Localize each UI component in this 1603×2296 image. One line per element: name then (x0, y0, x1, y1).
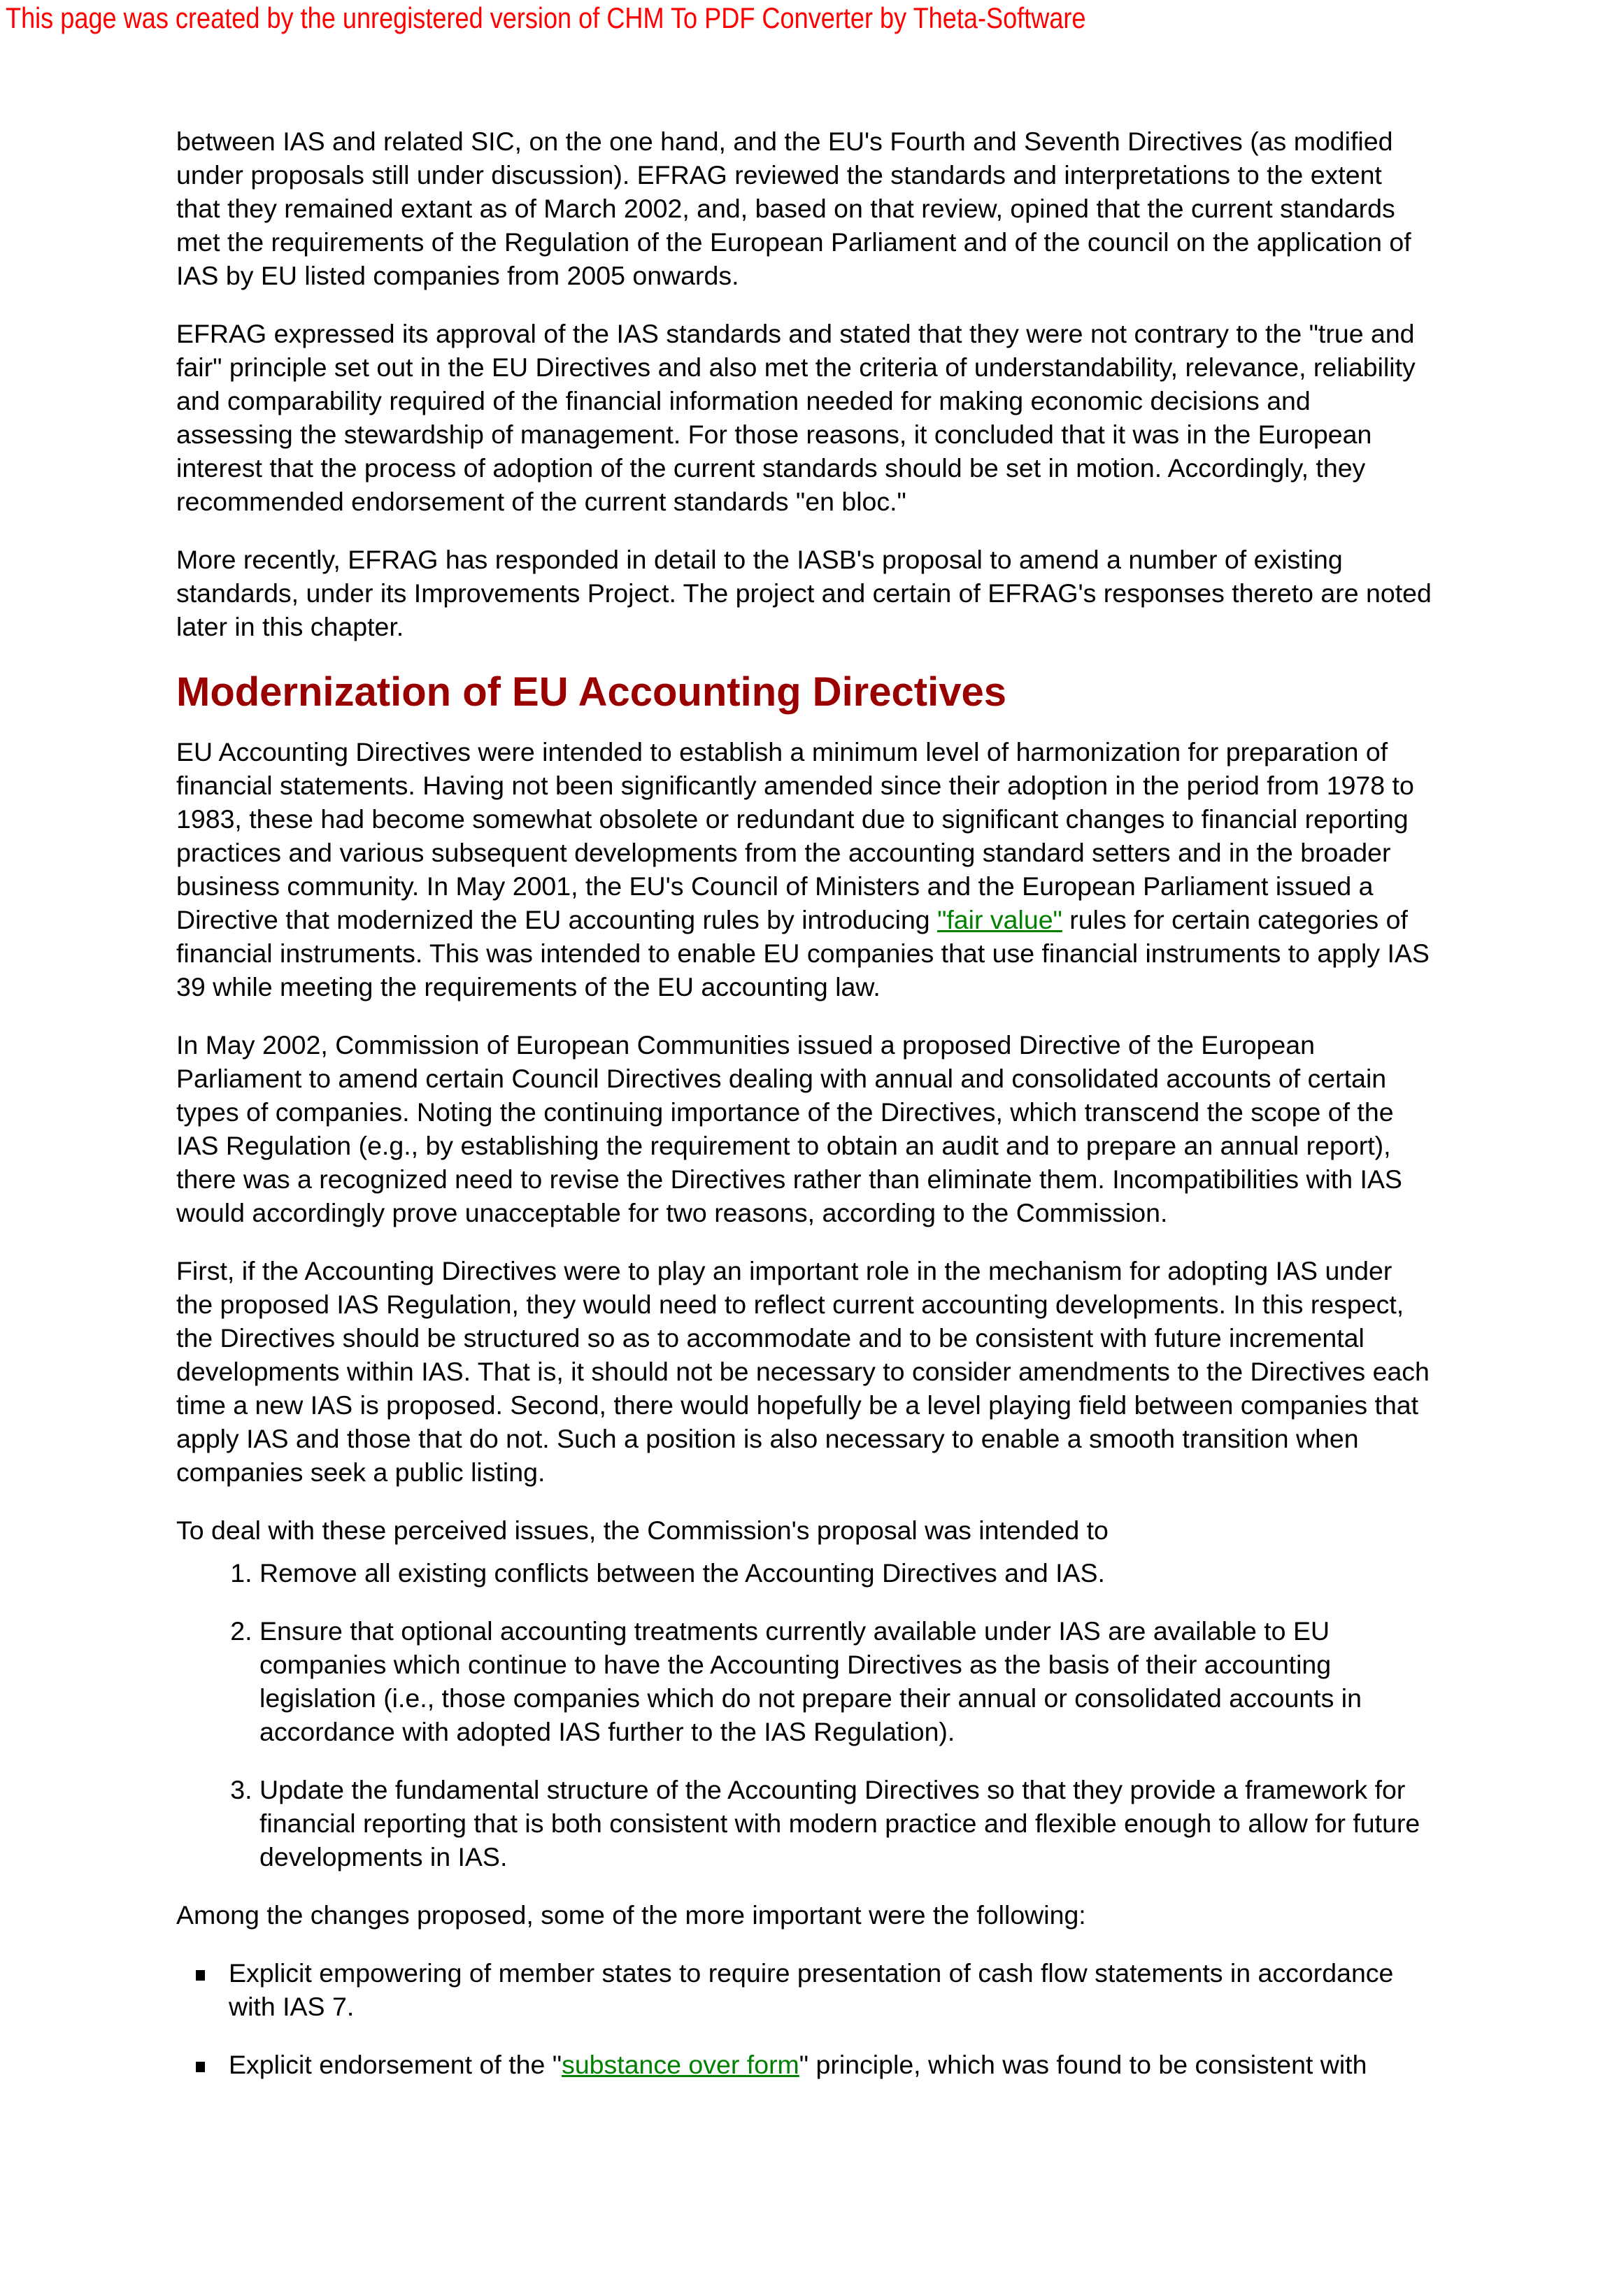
list-item: 1. Remove all existing conflicts between the Accounting Directives and IAS. (259, 1556, 1432, 1590)
section-heading: Modernization of EU Accounting Directives (176, 669, 1006, 715)
text: " principle, which was found to be consistent with (799, 2050, 1367, 2079)
converter-watermark: This page was created by the unregistered version of CHM To PDF Converter by Theta-Software (6, 1, 1086, 34)
text: EU Accounting Directives were intended to establish a minimum level of harmonization for preparation of financial statements. Having not been significantly amended since their adoption in the period from 1978 to 1983, these had become somewhat obsolete or redundant due to significant changes to financial reporting practices and various subsequent developments from the accounting standard setters and in the broader business community. In May 2001, the EU's Council of Ministers and the European Parliament issued a Directive that modernized the EU accounting rules by introducing (176, 737, 1414, 934)
list-item: 3. Update the fundamental structure of the Accounting Directives so that they provide a framework for financial reporting that is both consistent with modern practice and flexible enough to allow for future developments in IAS. (259, 1773, 1432, 1874)
changes-intro: Among the changes proposed, some of the more important were the following: (176, 1900, 1086, 1930)
paragraph: First, if the Accounting Directives were to play an important role in the mechanism for adopting IAS under the proposed IAS Regulation, they would need to reflect current accounting developments. In this respect, the Directives should be structured so as to accommodate and to be consistent with future incremental developments within IAS. That is, it should not be necessary to consider amendments to the Directives each time a new IAS is proposed. Second, there would hopefully be a level playing field between companies that apply IAS and those that do not. Such a position is also necessary to enable a smooth transition when companies seek a public listing. (176, 1256, 1430, 1487)
substance-over-form-link[interactable]: substance over form (562, 2050, 799, 2079)
paragraph: between IAS and related SIC, on the one hand, and the EU's Fourth and Seventh Directives (as modified under proposals still under discussion). EFRAG reviewed the standards and interpretations to the extent that they remained extant as of March 2002, and, based on that review, opined that the current standards met the requirements of the Regulation of the European Parliament and of the council on the application of IAS by EU listed companies from 2005 onwards. (176, 127, 1411, 290)
text: Explicit endorsement of the " (229, 2050, 562, 2079)
document-body (176, 124, 1432, 2106)
fair-value-link[interactable]: "fair value" (937, 905, 1062, 934)
bullet-item (229, 2048, 1432, 2081)
list-item: 2. Ensure that optional accounting treatments currently available under IAS are available to EU companies which continue to have the Accounting Directives as the basis of their accounting legislation (i.e., those companies which do not prepare their annual or consolidated accounts in accordance with adopted IAS further to the IAS Regulation). (259, 1614, 1432, 1748)
paragraph-fair-value (176, 735, 1432, 1004)
bullet-list (176, 1956, 1432, 2081)
bullet-item: Explicit empowering of member states to require presentation of cash flow statements in accordance with IAS 7. (229, 1956, 1432, 2023)
text: rules for certain categories of financial instruments. This was intended to enable EU companies that use financial instruments to apply IAS 39 while meeting the requirements of the EU accounting law. (176, 905, 1430, 1001)
list-intro: To deal with these perceived issues, the Commission's proposal was intended to (176, 1516, 1109, 1545)
paragraph: In May 2002, Commission of European Communities issued a proposed Directive of the European Parliament to amend certain Council Directives dealing with annual and consolidated accounts of certain types of companies. Noting the continuing importance of the Directives, which transcend the scope of the IAS Regulation (e.g., by establishing the requirement to obtain an audit and to prepare an annual report), there was a recognized need to revise the Directives rather than eliminate them. Incompatibilities with IAS would accordingly prove unacceptable for two reasons, according to the Commission. (176, 1030, 1402, 1227)
numbered-list (176, 1556, 1432, 1874)
paragraph: EFRAG expressed its approval of the IAS standards and stated that they were not contrary to the "true and fair" principle set out in the EU Directives and also met the criteria of understandability, relevance, reliability and comparability required of the financial information needed for making economic decisions and assessing the stewardship of management. For those reasons, it concluded that it was in the European interest that the process of adoption of the current standards should be set in motion. Accordingly, they recommended endorsement of the current standards "en bloc." (176, 319, 1416, 516)
paragraph: More recently, EFRAG has responded in detail to the IASB's proposal to amend a number of existing standards, under its Improvements Project. The project and certain of EFRAG's responses thereto are noted later in this chapter. (176, 545, 1432, 641)
